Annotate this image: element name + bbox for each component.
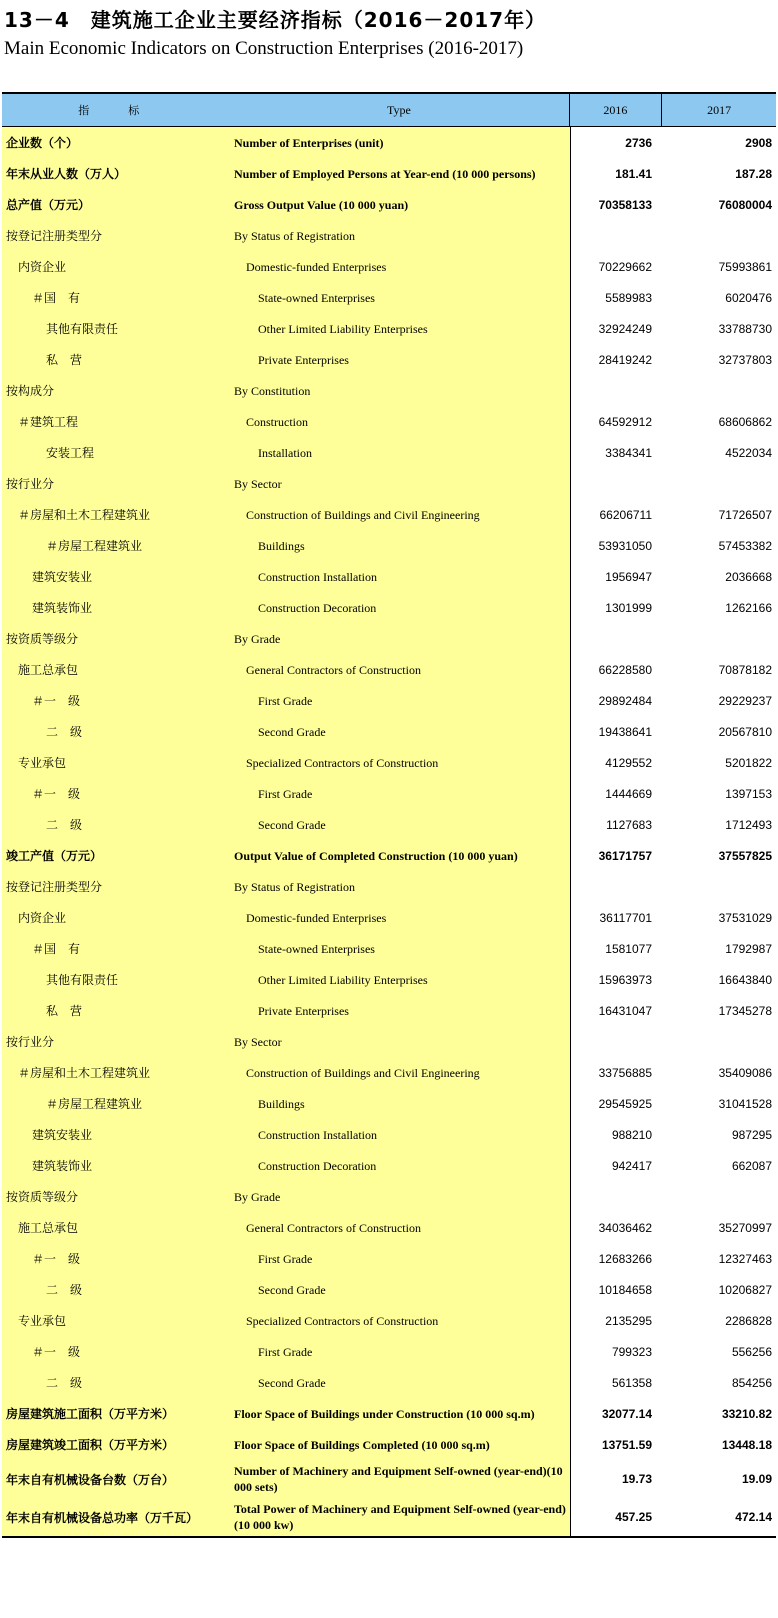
indicator-cn-cell: 房屋建筑施工面积（万平方米） bbox=[2, 1398, 230, 1429]
table-row bbox=[2, 623, 776, 654]
value-2017-cell bbox=[662, 468, 776, 499]
indicator-en-cell: Construction bbox=[230, 406, 570, 437]
value-2017-cell: 19.09 bbox=[741, 1472, 772, 1486]
table-row bbox=[2, 654, 776, 685]
value-2017-cell: 17345278 bbox=[718, 1003, 772, 1018]
table-row bbox=[2, 840, 776, 871]
indicator-cn-cell: ＃一 级 bbox=[2, 1243, 230, 1274]
table-row bbox=[2, 1150, 776, 1181]
indicator-en-cell: Other Limited Liability Enterprises bbox=[230, 964, 570, 995]
table-row bbox=[2, 127, 776, 158]
indicator-en-cell: First Grade bbox=[230, 778, 570, 809]
indicator-cn-cell: 按行业分 bbox=[2, 1026, 230, 1057]
table-row bbox=[2, 964, 776, 995]
value-2017-cell: 35270997 bbox=[718, 1220, 772, 1235]
table-row bbox=[2, 1460, 776, 1498]
indicator-en-cell: By Constitution bbox=[230, 375, 570, 406]
table-row bbox=[2, 468, 776, 499]
value-2016-cell: 4129552 bbox=[570, 747, 662, 778]
indicator-en-cell: Floor Space of Buildings under Construction (10 000 sq.m) bbox=[230, 1398, 570, 1429]
indicator-en-cell: By Sector bbox=[230, 468, 570, 499]
indicator-cn-cell: 安装工程 bbox=[2, 437, 230, 468]
value-2016-cell: 66206711 bbox=[570, 499, 662, 530]
indicator-cn-cell: 其他有限责任 bbox=[2, 964, 230, 995]
value-2016-cell: 5589983 bbox=[570, 282, 662, 313]
indicator-cn-cell: 总产值（万元） bbox=[2, 189, 230, 220]
indicator-cn-cell: 建筑安装业 bbox=[2, 561, 230, 592]
table-header bbox=[2, 94, 776, 127]
value-2017-cell: 31041528 bbox=[718, 1096, 772, 1111]
value-2017-cell bbox=[662, 220, 776, 251]
indicator-en-cell: Second Grade bbox=[230, 716, 570, 747]
value-2017-cell: 1262166 bbox=[725, 600, 772, 615]
indicator-en-cell: Total Power of Machinery and Equipment Self-owned (year-end)(10 000 kw) bbox=[230, 1498, 570, 1536]
indicator-cn-cell: 二 级 bbox=[2, 1274, 230, 1305]
value-2017-cell: 10206827 bbox=[718, 1282, 772, 1297]
value-2016-cell: 2736 bbox=[570, 127, 662, 158]
value-2016-cell: 942417 bbox=[570, 1150, 662, 1181]
table-row bbox=[2, 1026, 776, 1057]
indicator-cn-cell: 竣工产值（万元） bbox=[2, 840, 230, 871]
indicator-en-cell: Domestic-funded Enterprises bbox=[230, 902, 570, 933]
header-year-2017: 2017 bbox=[661, 94, 776, 126]
table-row bbox=[2, 685, 776, 716]
value-2016-cell: 10184658 bbox=[570, 1274, 662, 1305]
indicator-en-cell: Construction of Buildings and Civil Engineering bbox=[230, 1057, 570, 1088]
value-2016-cell: 33756885 bbox=[570, 1057, 662, 1088]
table-row bbox=[2, 282, 776, 313]
indicator-cn-cell: 企业数（个） bbox=[2, 127, 230, 158]
value-2017-cell: 1712493 bbox=[725, 817, 772, 832]
table-row bbox=[2, 1088, 776, 1119]
indicator-en-cell: Second Grade bbox=[230, 1367, 570, 1398]
value-2016-cell: 15963973 bbox=[570, 964, 662, 995]
table-row bbox=[2, 158, 776, 189]
indicator-cn-cell: 二 级 bbox=[2, 809, 230, 840]
value-2017-cell: 1792987 bbox=[725, 941, 772, 956]
value-2016-cell: 12683266 bbox=[570, 1243, 662, 1274]
indicator-cn-cell: 按登记注册类型分 bbox=[2, 220, 230, 251]
indicator-en-cell: Specialized Contractors of Construction bbox=[230, 1305, 570, 1336]
indicator-en-cell: By Status of Registration bbox=[230, 220, 570, 251]
table-row bbox=[2, 530, 776, 561]
indicator-en-cell: Buildings bbox=[230, 530, 570, 561]
value-2017-cell: 35409086 bbox=[718, 1065, 772, 1080]
indicator-cn-cell: 其他有限责任 bbox=[2, 313, 230, 344]
value-2017-cell: 75993861 bbox=[718, 259, 772, 274]
value-2017-cell: 33788730 bbox=[718, 321, 772, 336]
value-2016-cell: 66228580 bbox=[570, 654, 662, 685]
header-type: Type bbox=[387, 102, 411, 117]
table-row bbox=[2, 1305, 776, 1336]
indicator-cn-cell: 房屋建筑竣工面积（万平方米） bbox=[2, 1429, 230, 1460]
table-row bbox=[2, 1119, 776, 1150]
indicator-cn-cell: ＃房屋工程建筑业 bbox=[2, 1088, 230, 1119]
indicator-cn-cell: ＃国 有 bbox=[2, 933, 230, 964]
value-2017-cell bbox=[662, 623, 776, 654]
indicator-cn-cell: 私 营 bbox=[2, 995, 230, 1026]
value-2017-cell: 6020476 bbox=[725, 290, 772, 305]
indicator-cn-cell: 按构成分 bbox=[2, 375, 230, 406]
value-2016-cell: 1444669 bbox=[570, 778, 662, 809]
indicator-en-cell: Private Enterprises bbox=[230, 995, 570, 1026]
indicator-cn-cell: ＃一 级 bbox=[2, 685, 230, 716]
value-2017-cell: 2908 bbox=[745, 135, 772, 150]
value-2017-cell: 2286828 bbox=[725, 1313, 772, 1328]
value-2016-cell: 34036462 bbox=[570, 1212, 662, 1243]
indicator-cn-cell: ＃一 级 bbox=[2, 778, 230, 809]
table-row bbox=[2, 809, 776, 840]
value-2016-cell: 561358 bbox=[570, 1367, 662, 1398]
table-row bbox=[2, 871, 776, 902]
table-row bbox=[2, 902, 776, 933]
indicator-en-cell: Gross Output Value (10 000 yuan) bbox=[230, 189, 570, 220]
indicator-en-cell: First Grade bbox=[230, 1336, 570, 1367]
table-row bbox=[2, 716, 776, 747]
indicator-en-cell: By Status of Registration bbox=[230, 871, 570, 902]
indicator-en-cell: First Grade bbox=[230, 1243, 570, 1274]
indicator-cn-cell: 年末自有机械设备总功率（万千瓦） bbox=[2, 1498, 230, 1536]
value-2016-cell bbox=[570, 375, 662, 406]
bottom-rule bbox=[2, 1536, 776, 1538]
value-2017-cell: 16643840 bbox=[718, 972, 772, 987]
table-title-english: Main Economic Indicators on Construction Enterprises (2016-2017) bbox=[4, 38, 524, 59]
indicator-cn-cell: 专业承包 bbox=[2, 747, 230, 778]
indicator-en-cell: Construction Installation bbox=[230, 561, 570, 592]
indicator-cn-cell: 内资企业 bbox=[2, 902, 230, 933]
table-row bbox=[2, 592, 776, 623]
value-2016-cell: 36117701 bbox=[570, 902, 662, 933]
indicator-en-cell: Construction Decoration bbox=[230, 592, 570, 623]
indicator-en-cell: Number of Enterprises (unit) bbox=[230, 127, 570, 158]
table-body bbox=[2, 127, 776, 1536]
indicator-cn-cell: ＃国 有 bbox=[2, 282, 230, 313]
table-row bbox=[2, 1398, 776, 1429]
indicator-cn-cell: 施工总承包 bbox=[2, 654, 230, 685]
table-row bbox=[2, 1057, 776, 1088]
value-2016-cell: 64592912 bbox=[570, 406, 662, 437]
value-2016-cell: 3384341 bbox=[570, 437, 662, 468]
value-2017-cell: 472.14 bbox=[735, 1510, 772, 1524]
table-row bbox=[2, 375, 776, 406]
indicator-en-cell: Installation bbox=[230, 437, 570, 468]
indicator-cn-cell: 内资企业 bbox=[2, 251, 230, 282]
indicator-en-cell: Construction of Buildings and Civil Engineering bbox=[230, 499, 570, 530]
value-2017-cell bbox=[662, 1026, 776, 1057]
value-2016-cell: 799323 bbox=[570, 1336, 662, 1367]
value-2017-cell: 13448.18 bbox=[721, 1437, 772, 1452]
table-row bbox=[2, 1336, 776, 1367]
value-2017-cell: 4522034 bbox=[725, 445, 772, 460]
value-2017-cell bbox=[662, 871, 776, 902]
indicator-cn-cell: ＃一 级 bbox=[2, 1336, 230, 1367]
indicator-en-cell: Other Limited Liability Enterprises bbox=[230, 313, 570, 344]
value-2016-cell: 28419242 bbox=[570, 344, 662, 375]
table-row bbox=[2, 251, 776, 282]
table-row bbox=[2, 189, 776, 220]
value-2016-cell: 29545925 bbox=[570, 1088, 662, 1119]
value-2016-cell bbox=[570, 1181, 662, 1212]
indicator-en-cell: General Contractors of Construction bbox=[230, 1212, 570, 1243]
table-row bbox=[2, 747, 776, 778]
indicator-en-cell: State-owned Enterprises bbox=[230, 933, 570, 964]
value-2016-cell: 988210 bbox=[570, 1119, 662, 1150]
value-2017-cell bbox=[662, 1181, 776, 1212]
value-2017-cell: 5201822 bbox=[725, 755, 772, 770]
indicator-cn-cell: 年末自有机械设备台数（万台） bbox=[2, 1460, 230, 1498]
indicator-cn-cell: ＃房屋工程建筑业 bbox=[2, 530, 230, 561]
value-2017-cell: 70878182 bbox=[718, 662, 772, 677]
indicator-en-cell: Output Value of Completed Construction (10 000 yuan) bbox=[230, 840, 570, 871]
indicator-en-cell: Buildings bbox=[230, 1088, 570, 1119]
value-2017-cell: 662087 bbox=[731, 1158, 772, 1173]
value-2016-cell: 2135295 bbox=[570, 1305, 662, 1336]
indicator-cn-cell: 建筑装饰业 bbox=[2, 592, 230, 623]
indicator-cn-cell: 施工总承包 bbox=[2, 1212, 230, 1243]
value-2016-cell: 53931050 bbox=[570, 530, 662, 561]
table-row bbox=[2, 1429, 776, 1460]
value-2017-cell: 1397153 bbox=[725, 786, 772, 801]
table-row bbox=[2, 437, 776, 468]
indicator-cn-cell: 二 级 bbox=[2, 1367, 230, 1398]
indicator-cn-cell: 二 级 bbox=[2, 716, 230, 747]
indicator-en-cell: Number of Machinery and Equipment Self-owned (year-end)(10 000 sets) bbox=[230, 1460, 570, 1498]
value-2016-cell: 1581077 bbox=[570, 933, 662, 964]
value-2016-cell: 1956947 bbox=[570, 561, 662, 592]
value-2017-cell: 37531029 bbox=[718, 910, 772, 925]
indicator-en-cell: Construction Installation bbox=[230, 1119, 570, 1150]
value-2016-cell bbox=[570, 871, 662, 902]
indicator-en-cell: Floor Space of Buildings Completed (10 000 sq.m) bbox=[230, 1429, 570, 1460]
indicator-en-cell: Number of Employed Persons at Year-end (10 000 persons) bbox=[230, 158, 570, 189]
value-2017-cell: 68606862 bbox=[718, 414, 772, 429]
value-2016-cell: 1301999 bbox=[570, 592, 662, 623]
indicator-cn-cell: 按资质等级分 bbox=[2, 623, 230, 654]
indicator-cn-cell: 按资质等级分 bbox=[2, 1181, 230, 1212]
value-2017-cell: 12327463 bbox=[718, 1251, 772, 1266]
table-row bbox=[2, 995, 776, 1026]
value-2016-cell: 70358133 bbox=[570, 189, 662, 220]
value-2017-cell: 33210.82 bbox=[721, 1406, 772, 1421]
table-row bbox=[2, 313, 776, 344]
value-2016-cell: 32924249 bbox=[570, 313, 662, 344]
value-2016-cell: 457.25 bbox=[570, 1498, 662, 1536]
indicator-cn-cell: 按登记注册类型分 bbox=[2, 871, 230, 902]
indicator-en-cell: By Grade bbox=[230, 1181, 570, 1212]
table-row bbox=[2, 561, 776, 592]
table-row bbox=[2, 933, 776, 964]
indicator-en-cell: Second Grade bbox=[230, 809, 570, 840]
indicator-en-cell: State-owned Enterprises bbox=[230, 282, 570, 313]
indicator-cn-cell: 建筑装饰业 bbox=[2, 1150, 230, 1181]
value-2016-cell: 13751.59 bbox=[570, 1429, 662, 1460]
value-2016-cell: 1127683 bbox=[570, 809, 662, 840]
indicator-cn-cell: 专业承包 bbox=[2, 1305, 230, 1336]
table-row bbox=[2, 406, 776, 437]
value-2016-cell: 16431047 bbox=[570, 995, 662, 1026]
indicator-cn-cell: ＃房屋和土木工程建筑业 bbox=[2, 499, 230, 530]
header-year-2016: 2016 bbox=[569, 94, 662, 126]
value-2017-cell bbox=[662, 375, 776, 406]
value-2017-cell: 37557825 bbox=[718, 848, 772, 863]
indicator-en-cell: Private Enterprises bbox=[230, 344, 570, 375]
indicator-cn-cell: 建筑安装业 bbox=[2, 1119, 230, 1150]
header-indicator: 指 标 bbox=[78, 104, 154, 117]
value-2017-cell: 987295 bbox=[731, 1127, 772, 1142]
value-2016-cell bbox=[570, 623, 662, 654]
indicator-en-cell: Specialized Contractors of Construction bbox=[230, 747, 570, 778]
value-2016-cell: 29892484 bbox=[570, 685, 662, 716]
table-row bbox=[2, 1212, 776, 1243]
value-2016-cell bbox=[570, 468, 662, 499]
value-2017-cell: 2036668 bbox=[725, 569, 772, 584]
value-2016-cell bbox=[570, 220, 662, 251]
indicator-cn-cell: ＃建筑工程 bbox=[2, 406, 230, 437]
indicator-cn-cell: 私 营 bbox=[2, 344, 230, 375]
indicator-en-cell: Domestic-funded Enterprises bbox=[230, 251, 570, 282]
table-row bbox=[2, 499, 776, 530]
table-row bbox=[2, 1367, 776, 1398]
table-row bbox=[2, 1243, 776, 1274]
value-2017-cell: 32737803 bbox=[718, 352, 772, 367]
table-row bbox=[2, 778, 776, 809]
indicator-en-cell: First Grade bbox=[230, 685, 570, 716]
value-2016-cell: 32077.14 bbox=[570, 1398, 662, 1429]
value-2017-cell: 57453382 bbox=[718, 538, 772, 553]
value-2016-cell: 181.41 bbox=[570, 158, 662, 189]
value-2016-cell bbox=[570, 1026, 662, 1057]
indicator-en-cell: By Grade bbox=[230, 623, 570, 654]
value-2017-cell: 71726507 bbox=[718, 507, 772, 522]
indicators-table bbox=[2, 92, 776, 1538]
value-2017-cell: 76080004 bbox=[718, 197, 772, 212]
value-2017-cell: 187.28 bbox=[735, 166, 772, 181]
value-2017-cell: 29229237 bbox=[718, 693, 772, 708]
indicator-cn-cell: ＃房屋和土木工程建筑业 bbox=[2, 1057, 230, 1088]
indicator-cn-cell: 按行业分 bbox=[2, 468, 230, 499]
value-2017-cell: 854256 bbox=[731, 1375, 772, 1390]
value-2016-cell: 19438641 bbox=[570, 716, 662, 747]
table-row bbox=[2, 1274, 776, 1305]
table-row bbox=[2, 344, 776, 375]
indicator-en-cell: Construction Decoration bbox=[230, 1150, 570, 1181]
table-title-chinese: 13－4 建筑施工企业主要经济指标（2016－2017年） bbox=[4, 8, 547, 32]
value-2016-cell: 70229662 bbox=[570, 251, 662, 282]
value-2016-cell: 36171757 bbox=[570, 840, 662, 871]
indicator-cn-cell: 年末从业人数（万人） bbox=[2, 158, 230, 189]
value-2016-cell: 19.73 bbox=[570, 1460, 662, 1498]
indicator-en-cell: General Contractors of Construction bbox=[230, 654, 570, 685]
value-2017-cell: 20567810 bbox=[718, 724, 772, 739]
table-row bbox=[2, 220, 776, 251]
indicator-en-cell: By Sector bbox=[230, 1026, 570, 1057]
table-row bbox=[2, 1498, 776, 1536]
value-2017-cell: 556256 bbox=[731, 1344, 772, 1359]
indicator-en-cell: Second Grade bbox=[230, 1274, 570, 1305]
table-row bbox=[2, 1181, 776, 1212]
